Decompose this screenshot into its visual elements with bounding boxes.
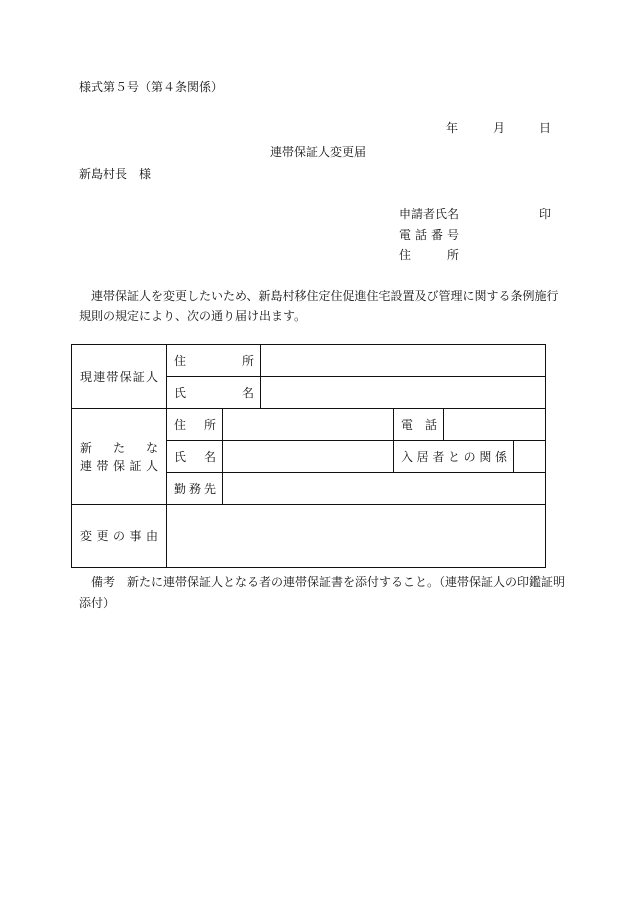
- new-phone-label-cell: [394, 409, 444, 441]
- new-phone-label: 電話: [401, 417, 438, 432]
- new-name-label: 氏名: [174, 449, 216, 464]
- new-name-label-cell: [167, 441, 223, 473]
- reason-label: 変更の事由: [80, 529, 158, 543]
- new-address-field[interactable]: [223, 409, 394, 441]
- document-title: 連帯保証人変更届: [270, 145, 367, 159]
- current-name-field[interactable]: [261, 377, 546, 409]
- date-day-label: 日: [539, 121, 552, 135]
- new-guarantor-label-cell: [72, 409, 167, 505]
- workplace-label-cell: [167, 473, 223, 505]
- current-guarantor-label-cell: [72, 345, 167, 409]
- current-name-label-cell: [167, 377, 261, 409]
- applicant-phone-label: [399, 228, 464, 242]
- new-phone-field[interactable]: [444, 409, 546, 441]
- new-address-label: 住所: [174, 417, 216, 432]
- body-text-line-2: 規則の規定により、次の通り届け出ます。: [79, 309, 307, 323]
- current-address-label-cell: [167, 345, 261, 377]
- new-name-field[interactable]: [223, 441, 394, 473]
- date-month-label: 月: [493, 121, 506, 135]
- date-year-label: 年: [446, 121, 459, 135]
- current-name-label: 氏名: [174, 385, 255, 400]
- applicant-name-label: 申請者氏名: [399, 207, 460, 221]
- workplace-field[interactable]: [223, 473, 546, 505]
- new-guarantor-label-line-2: 連帯保証人: [80, 458, 158, 473]
- seal-mark: 印: [539, 207, 552, 221]
- addressee: 新島村長 様: [79, 167, 152, 181]
- applicant-address-label: 住所: [399, 248, 459, 262]
- relation-field[interactable]: [514, 441, 546, 473]
- reason-field[interactable]: [167, 505, 546, 568]
- current-guarantor-label: 現連帯保証人: [80, 369, 158, 384]
- relation-label-cell: [394, 441, 514, 473]
- reason-label-cell: [72, 505, 167, 568]
- applicant-phone-label-text: 電話番号: [399, 228, 464, 242]
- current-address-label: 住所: [174, 353, 255, 368]
- guarantor-form-table: [71, 344, 546, 568]
- new-guarantor-label-line-1: 新たな: [80, 440, 158, 455]
- body-text-line-1: 連帯保証人を変更したいため、新島村移住定住促進住宅設置及び管理に関する条例施行: [91, 289, 559, 303]
- note-line-2: 添付）: [79, 596, 116, 610]
- current-address-field[interactable]: [261, 345, 546, 377]
- workplace-label: 勤務先: [174, 481, 216, 496]
- relation-label: 入居者との関係: [401, 449, 508, 464]
- form-number: 様式第５号（第４条関係）: [79, 80, 224, 94]
- note-line-1: 備考 新たに連帯保証人となる者の連帯保証書を添付すること。（連帯保証人の印鑑証明: [91, 575, 566, 589]
- new-address-label-cell: [167, 409, 223, 441]
